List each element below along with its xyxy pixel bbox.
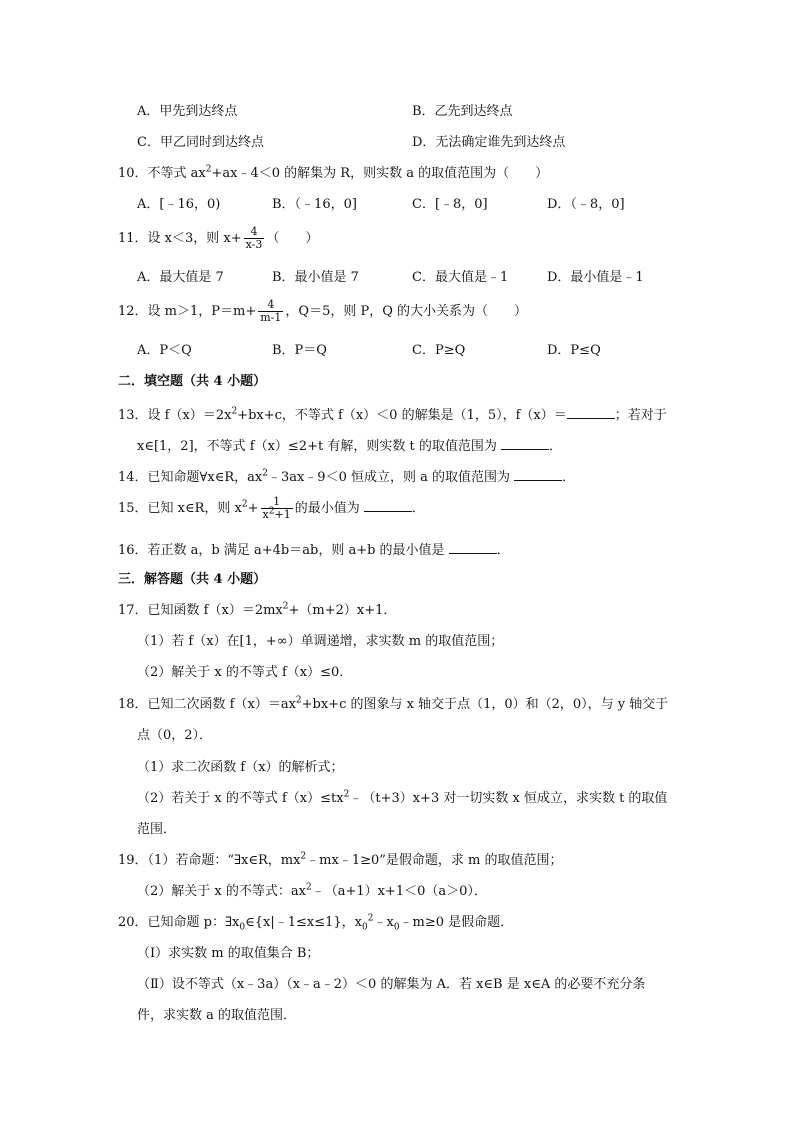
q16-stem [118, 541, 510, 559]
q12-option-c: C．P≥Q [412, 343, 466, 358]
q12-text-a: 设 m＞1，P＝m+ [147, 304, 257, 319]
q10-text-a: 不等式 ax [147, 166, 206, 181]
q10-option-c: C．[﹣8，0] [412, 197, 488, 212]
q12-frac-num: 4 [267, 298, 275, 311]
q15-stem [118, 494, 425, 524]
q18-line2: 点（0，2）． [137, 728, 213, 743]
q15-text-b: 的最小值为 [294, 501, 364, 516]
q16-blank[interactable] [449, 541, 497, 554]
q12-number: 12． [118, 304, 148, 319]
q14-blank[interactable] [514, 468, 562, 481]
q11-text-a: 设 x＜3，则 x+ [147, 231, 242, 246]
q14-text-a: 已知命题∀x∈R，ax [147, 470, 263, 485]
q9-option-a: A．甲先到达终点 [137, 104, 238, 119]
q18-sup: 2 [295, 695, 302, 706]
q11-fraction [244, 226, 265, 251]
q9-option-c: C．甲乙同时到达终点 [137, 135, 264, 150]
q18-text-b: +bx+c 的图象与 x 轴交于点（1，0）和（2，0），与 y 轴交于 [301, 697, 669, 712]
q19-sub2 [137, 884, 487, 900]
q19-sup: 2 [300, 851, 307, 862]
q13-line2 [137, 437, 562, 455]
q13-blank-2[interactable] [501, 437, 549, 450]
q11-option-a: A．最大值是 7 [137, 270, 224, 285]
q11-option-b: B．最小值是 7 [272, 270, 359, 285]
q17-number: 17． [118, 603, 148, 618]
q14-stem [118, 468, 575, 486]
q20-text-b: ∈{x|﹣1≤x≤1}，x [245, 915, 362, 930]
q14-text-b: ﹣3ax﹣9＜0 恒成立，则 a 的取值范围为 [267, 470, 515, 485]
q10-option-b: B．（﹣16，0] [272, 197, 357, 212]
section-answer-title: 三．解答题（共 4 小题） [118, 572, 267, 587]
q15-blank[interactable] [364, 499, 412, 512]
q10-option-a: A．[﹣16，0) [137, 197, 221, 212]
q12-fraction [258, 299, 283, 324]
q20-sub2-line2: 件，求实数 a 的取值范围． [137, 1008, 297, 1023]
q12-option-d: D．P≤Q [547, 343, 601, 358]
q13-text-b: +bx+c，不等式 f（x）＜0 的解集是（1，5），f（x）＝ [237, 408, 567, 423]
q18-sub2-sup: 2 [343, 789, 350, 800]
q18-sub2-a: （2）若关于 x 的不等式 f（x）≤tx [137, 791, 344, 806]
q19-line1 [118, 853, 563, 869]
q16-number: 16． [118, 543, 148, 558]
q17-sub2: （2）解关于 x 的不等式 f（x）≤0． [137, 665, 353, 680]
q15-plus: + [247, 501, 259, 516]
q20-sup: 2 [367, 913, 374, 924]
q9-option-b: B．乙先到达终点 [412, 104, 513, 119]
q17-stem [118, 603, 396, 619]
q11-number: 11． [118, 231, 148, 246]
q15-text-a: 已知 x∈R，则 x [147, 501, 242, 516]
q14-sup: 2 [262, 468, 268, 479]
q13-text-e: ． [548, 439, 562, 454]
q11-frac-den: x-3 [245, 238, 263, 251]
q11-frac-num: 4 [250, 225, 258, 238]
q10-text-b: +ax﹣4＜0 的解集为 R，则实数 a 的取值范围为（ ） [211, 166, 549, 181]
q18-sub2-line2: 范围． [137, 822, 177, 837]
q14-text-c: ． [562, 470, 576, 485]
q17-text-b: +（m+2）x+1． [288, 603, 397, 618]
q16-text-b: ． [496, 543, 510, 558]
q15-sup: 2 [241, 499, 248, 510]
q15-frac-den-sup: 2 [268, 506, 275, 517]
q13-line1 [118, 406, 667, 424]
q20-text-c: ﹣x [373, 915, 394, 930]
q10-number: 10． [118, 166, 148, 181]
q20-text-a: 已知命题 p：∃x [147, 915, 240, 930]
q20-line1 [118, 915, 513, 936]
q11-option-d: D．最小值是﹣1 [547, 270, 644, 285]
q19-sub2-a: （2）解关于 x 的不等式：ax [137, 884, 306, 899]
q20-sub1: （Ⅰ）求实数 m 的取值集合 B； [137, 946, 320, 961]
q10-option-d: D．（﹣8，0] [547, 197, 625, 212]
q12-option-b: B．P＝Q [272, 343, 327, 358]
q20-text-d: ﹣m≥0 是假命题． [399, 915, 514, 930]
q17-text-a: 已知函数 f（x）＝2mx [147, 603, 283, 618]
q13-text-d: x∈[1，2]，不等式 f（x）≤2+t 有解，则实数 t 的取值范围为 [137, 439, 501, 454]
q18-line1 [118, 697, 668, 713]
q13-blank-1[interactable] [567, 406, 615, 419]
q15-frac-den-b: +1 [274, 508, 291, 521]
q15-frac-den-a: x [262, 508, 269, 521]
q19-number: 19． [118, 853, 148, 868]
q20-sub2: （Ⅱ）设不等式（x﹣3a）（x﹣a﹣2）＜0 的解集为 A．若 x∈B 是 x∈A 的必要不充分条 [137, 977, 646, 992]
q13-text-a: 设 f（x）＝2x [147, 408, 232, 423]
q20-sub0: 0 [239, 922, 246, 933]
q12-text-b: ，Q＝5，则 P，Q 的大小关系为（ ） [285, 304, 528, 319]
q17-sup: 2 [282, 601, 289, 612]
q15-frac-num: 1 [273, 495, 281, 508]
q11-text-b: （ ） [266, 231, 319, 246]
q18-sub1: （1）求二次函数 f（x）的解析式； [137, 760, 344, 775]
q12-frac-den: m-1 [260, 311, 282, 324]
q11-stem [118, 224, 318, 254]
q15-frac-den [261, 508, 293, 521]
q19-sub2-sup: 2 [305, 882, 312, 893]
q18-text-a: 已知二次函数 f（x）＝ax [147, 697, 296, 712]
q10-stem [118, 166, 548, 182]
q16-text-a: 若正数 a，b 满足 a+4b＝ab，则 a+b 的最小值是 [147, 543, 449, 558]
q12-stem [118, 297, 527, 327]
q19-sub2-b: ﹣（a+1）x+1＜0（a＞0）． [311, 884, 487, 899]
section-fill-in-title: 二．填空题（共 4 小题） [118, 374, 267, 389]
q11-option-c: C．最大值是﹣1 [412, 270, 509, 285]
q19-text-b: ﹣mx﹣1≥0”是假命题，求 m 的取值范围； [306, 853, 563, 868]
q13-text-c: ；若对于 [614, 408, 667, 423]
q13-number: 13． [118, 408, 148, 423]
q10-sup: 2 [205, 164, 212, 175]
q19-text-a: （1）若命题：“∃x∈R，mx [147, 853, 301, 868]
q20-sub0b: 0 [362, 922, 368, 933]
q17-sub1: （1）若 f（x）在[1，+∞）单调递增，求实数 m 的取值范围； [137, 634, 504, 649]
q20-number: 20． [118, 915, 148, 930]
q15-text-c: ． [411, 501, 425, 516]
q13-sup: 2 [231, 406, 238, 417]
q14-number: 14． [118, 470, 148, 485]
q18-sub2-b: ﹣（t+3）x+3 对一切实数 x 恒成立，求实数 t 的取值 [349, 791, 668, 806]
q18-sub2 [137, 791, 667, 807]
q12-option-a: A．P＜Q [137, 343, 192, 358]
q15-number: 15． [118, 501, 148, 516]
q9-option-d: D．无法确定谁先到达终点 [412, 135, 566, 150]
q18-number: 18． [118, 697, 148, 712]
q15-fraction [261, 496, 293, 521]
q20-sub0c: 0 [393, 922, 400, 933]
